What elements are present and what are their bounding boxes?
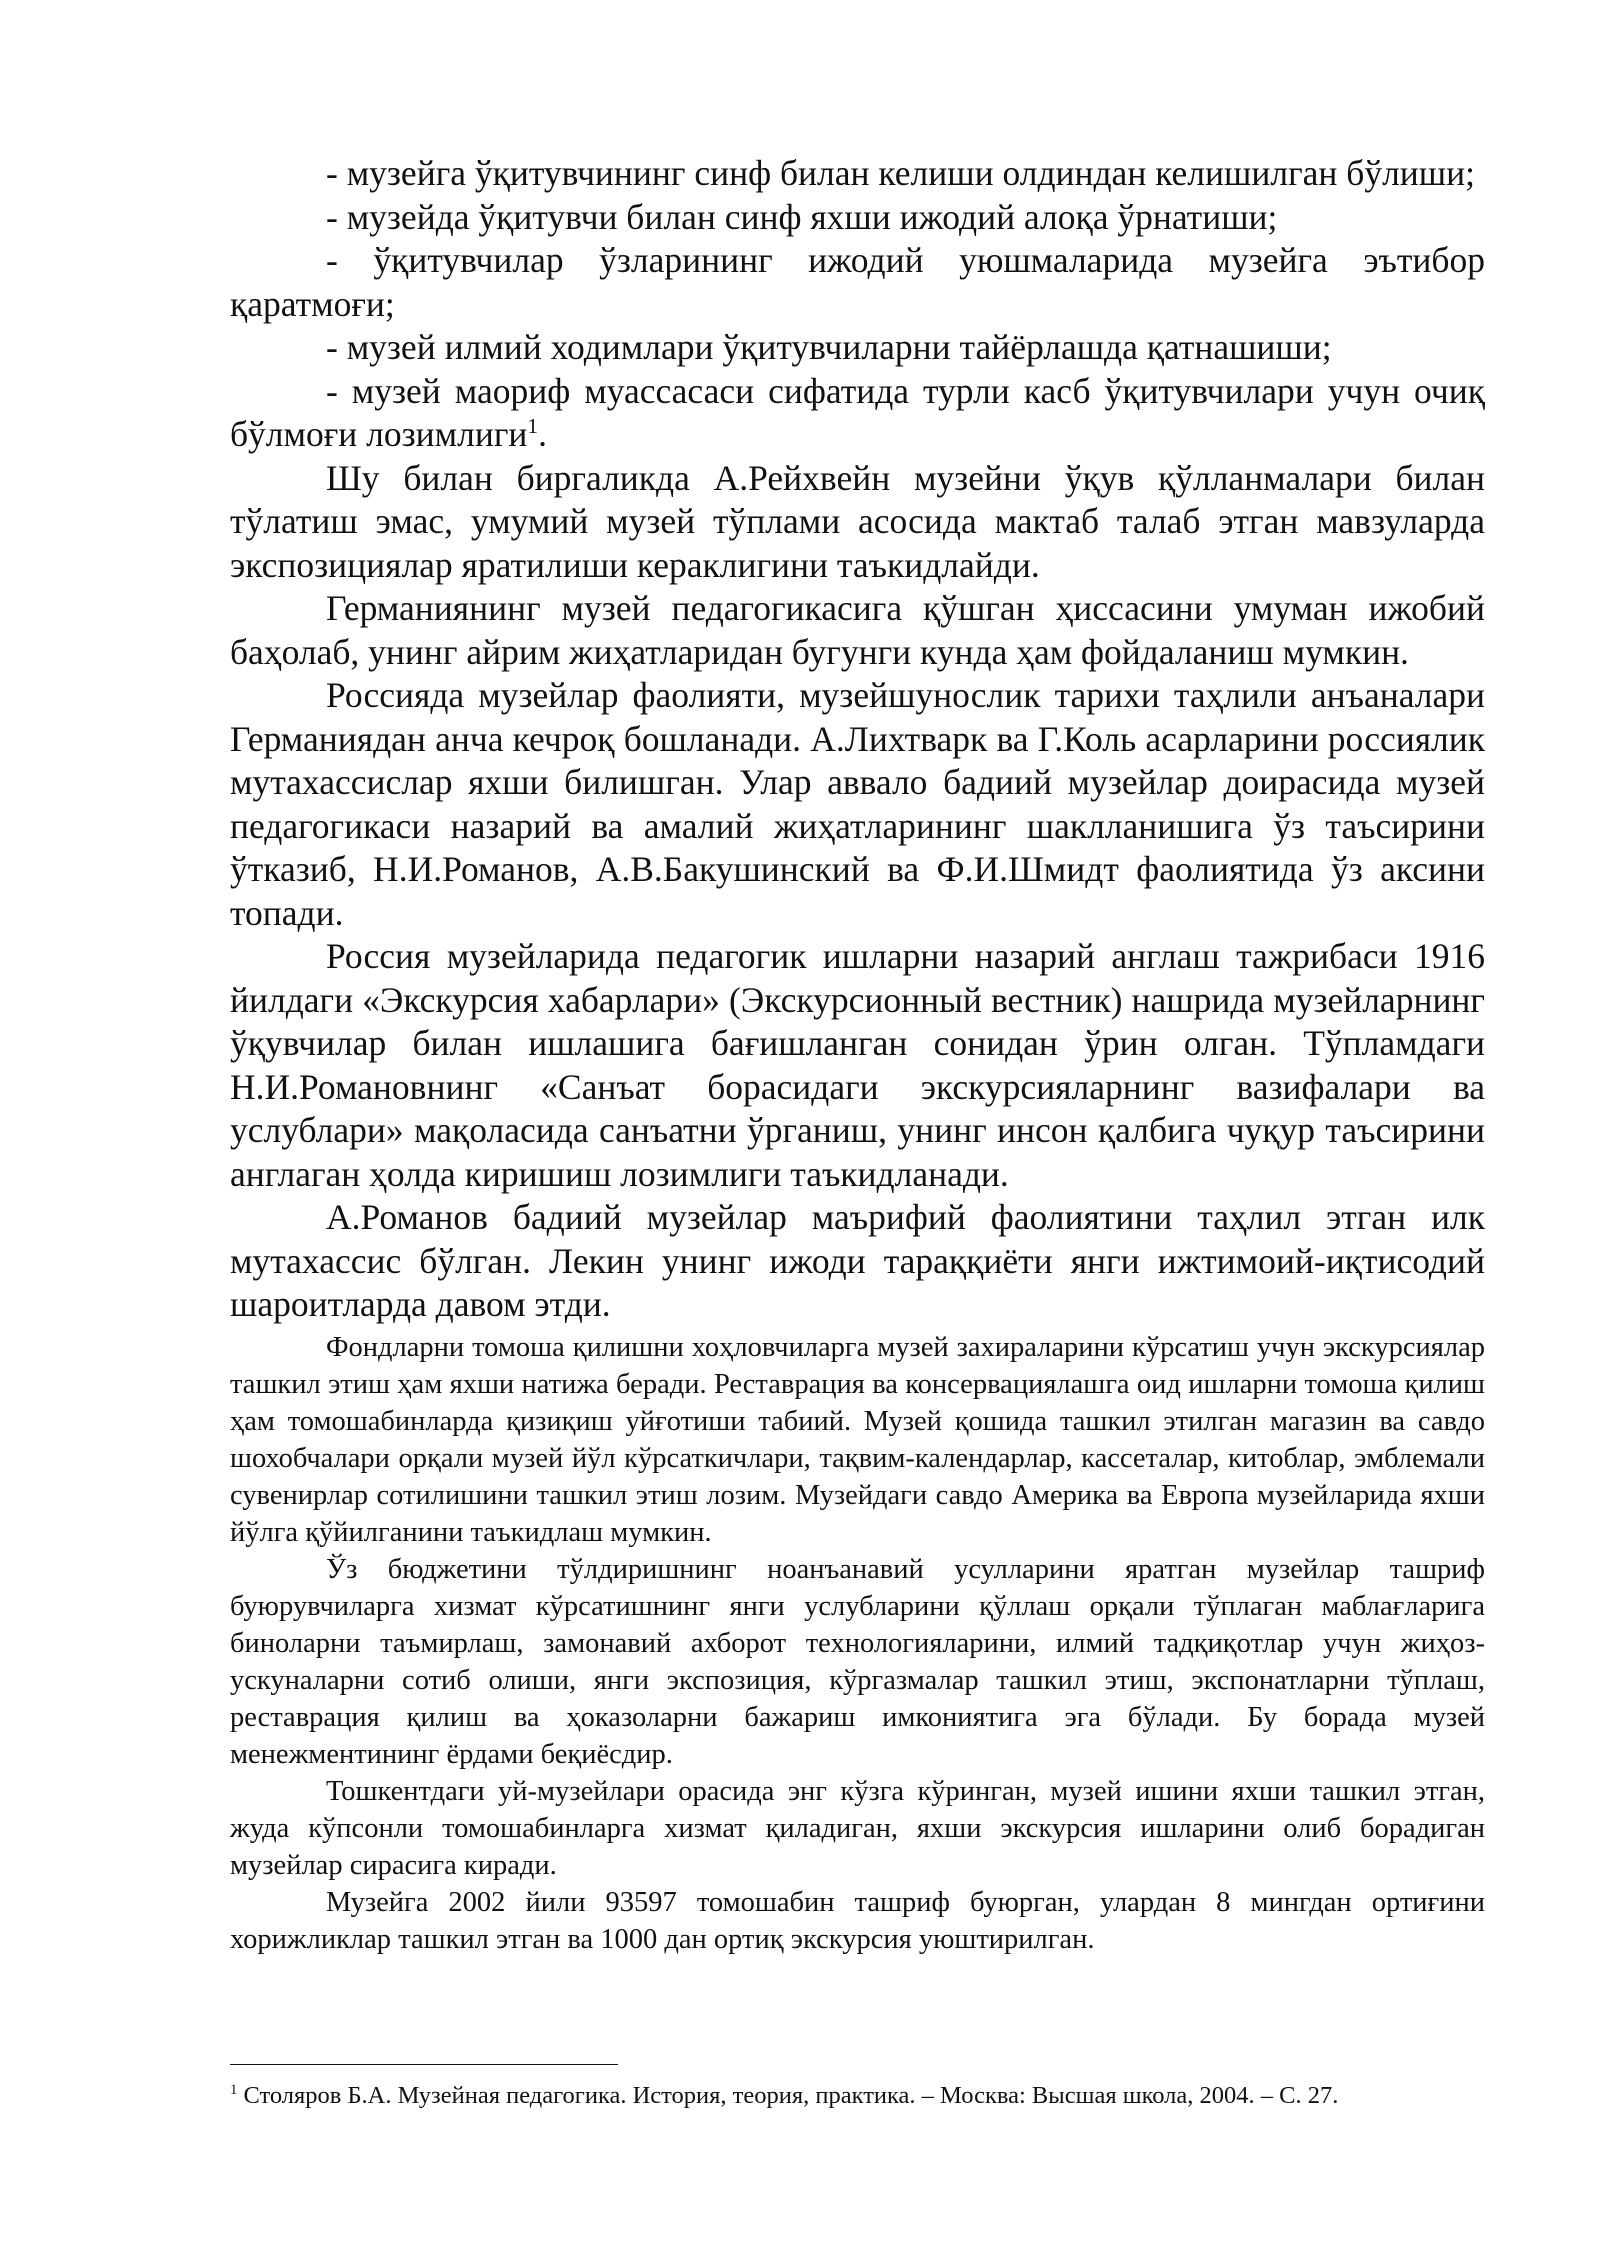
list-item-paragraph: - ўқитувчилар ўзларининг ижодий уюшмаларида музейга эътибор қаратмоғи; — [230, 240, 1485, 324]
footnote-mark: 1 — [230, 2081, 238, 2098]
body-paragraph: Ўз бюджетини тўлдиришнинг ноанъанавий усулларини яратган музейлар ташриф буюрувчиларга хизмат кўрсатишнинг янги услубларини қўллаш орқали тўплаган маблағларига биноларни таъмирлаш, замонавий ахборот технологияларини, илмий тадқиқотлар учун жиҳоз-ускуналарни сотиб олиши, янги экспозиция, кўргазмалар ташкил этиш, экспонатларни тўплаш, реставрация қилиш ва ҳоказоларни бажариш имкониятига эга бўлади. Бу борада музей менежментининг ёрдами беқиёсдир. — [230, 1553, 1485, 1770]
footnote-separator — [230, 2064, 618, 2065]
list-item-paragraph: - музейга ўқитувчининг синф билан келиши олдиндан келишилган бўлиши; — [326, 153, 1475, 193]
list-item-paragraph: - музей илмий ходимлари ўқитувчиларни тайёрлашда қатнашиши; — [326, 327, 1332, 367]
body-paragraph: Германиянинг музей педагогикасига қўшган ҳиссасини умуман ижобий баҳолаб, унинг айрим жиҳатларидан бугунги кунда ҳам фойдаланиш мумкин. — [230, 588, 1485, 672]
footnote-text: Столяров Б.А. Музейная педагогика. История, теория, практика. – Москва: Высшая школа, 2004. – С. 27. — [237, 2082, 1339, 2109]
paragraph-text: - музей маориф муассасаси сифатида турли касб ўқитувчилари учун очиқ бўлмоғи лозимлиги — [230, 370, 1485, 454]
paragraph-tail: . — [538, 414, 547, 454]
list-item-paragraph-with-footnote — [230, 370, 1485, 457]
main-text — [230, 152, 1485, 1327]
footnote — [230, 2080, 1485, 2112]
body-paragraph: Шу билан биргаликда А.Рейхвейн музейни ўқув қўлланмалари билан тўлатиш эмас, умумий музей тўплами асосида мактаб талаб этган мавзуларда экспозициялар яратилиши кераклигини таъкидлайди. — [230, 457, 1485, 585]
document-page — [230, 152, 1485, 1958]
list-item-paragraph: - музейда ўқитувчи билан синф яхши ижодий алоқа ўрнатиши; — [326, 196, 1278, 237]
footnote-reference[interactable]: 1 — [527, 414, 539, 439]
body-paragraph: Россия музейларида педагогик ишларни назарий англаш тажрибаси 1916 йилдаги «Экскурсия хабарлари» (Экскурсионный вестник) нашрида музейларнинг ўқувчилар билан ишлашига бағишланган сонидан ўрин олган. Тўпламдаги Н.И.Романовнинг «Санъат борасидаги экскурсияларнинг вазифалари ва услублари» мақоласида санъатни ўрганиш, унинг инсон қалбига чуқур таъсирини англаган ҳолда киришиш лозимлиги таъкидланади. — [230, 936, 1485, 1194]
body-paragraph: А.Романов бадиий музейлар маърифий фаолиятини таҳлил этган илк мутахассис бўлган. Лекин унинг ижоди тараққиёти янги ижтимоий-иқтисодий шароитларда давом этди. — [230, 1197, 1485, 1324]
body-paragraph: Фондларни томоша қилишни хоҳловчиларга музей захираларини кўрсатиш учун экскурсиялар ташкил этиш ҳам яхши натижа беради. Реставрация ва консервациялашга оид ишларни томоша қилиш ҳам томошабинларда қизиқиш уйғотиши табиий. Музей қошида ташкил этилган магазин ва савдо шохобчалари орқали музей йўл кўрсаткичлари, тақвим-календарлар, кассеталар, китоблар, эмблемали сувенирлар сотилишини ташкил этиш лозим. Музейдаги савдо Америка ва Европа музейларида яхши йўлга қўйилганини таъкидлаш мумкин. — [230, 1331, 1485, 1548]
secondary-text — [230, 1329, 1485, 1958]
body-paragraph: Тошкентдаги уй-музейлари орасида энг кўзга кўринган, музей ишини яхши ташкил этган, жуда кўпсонли томошабинларга хизмат қиладиган, яхши экскурсия ишларини олиб борадиган музейлар сирасига киради. — [230, 1775, 1485, 1881]
body-paragraph: Музейга 2002 йили 93597 томошабин ташриф буюрган, улардан 8 мингдан ортиғини хорижликлар ташкил этган ва 1000 дан ортиқ экскурсия уюштирилган. — [230, 1886, 1485, 1955]
body-paragraph: Россияда музейлар фаолияти, музейшунослик тарихи таҳлили анъаналари Германиядан анча кечроқ бошланади. А.Лихтварк ва Г.Коль асарларини россиялик мутахассислар яхши билишган. Улар аввало бадиий музейлар доирасида музей педагогикаси назарий ва амалий жиҳатларининг шаклланишига ўз таъсирини ўтказиб, Н.И.Романов, А.В.Бакушинский ва Ф.И.Шмидт фаолиятида ўз аксини топади. — [230, 675, 1485, 933]
